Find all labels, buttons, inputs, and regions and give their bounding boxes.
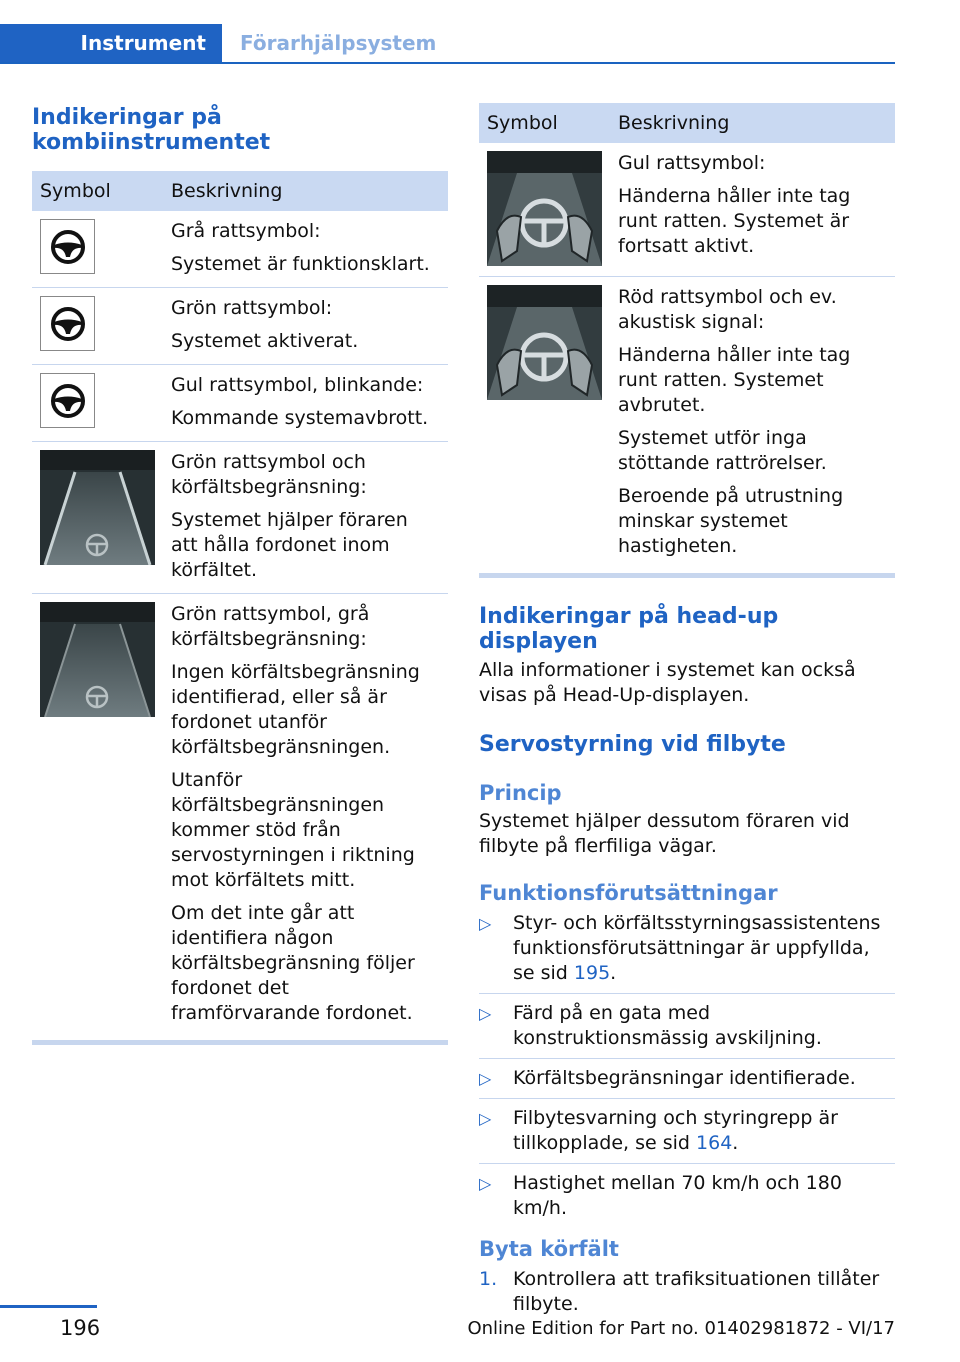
list-item-text: Körfältsbegränsningar identifierade.: [513, 1067, 856, 1089]
list-item: [479, 1001, 895, 1059]
row-label: Grön rattsymbol och körfältsbegränsning:: [171, 451, 367, 498]
column-header-description: Beskrivning: [163, 171, 448, 211]
list-item-text: Hastighet mellan 70 km/h och 180 km/h.: [513, 1172, 842, 1219]
tab-instrument[interactable]: Instrument: [0, 24, 222, 62]
list-item: [479, 1171, 895, 1221]
table-row: [32, 211, 448, 288]
steering-wheel-gray-icon: [40, 219, 95, 274]
list-item-text: Kontrollera att trafiksituationen tillåter filbyte.: [513, 1268, 880, 1315]
lane-green-wheel-image: [40, 450, 155, 565]
subsection-title-funktion: Funktionsförutsättningar: [479, 881, 778, 905]
table-header-row: [479, 103, 895, 143]
section-title-hud: Indikeringar på head-up displayen: [479, 604, 779, 654]
table-end-bar: [32, 1040, 448, 1045]
steering-wheel-yellow-icon: [40, 373, 95, 428]
row-description: Händerna håller inte tag runt ratten. Systemet avbrutet.: [618, 344, 851, 416]
row-description: Beroende på utrustning minskar systemet hastigheten.: [618, 485, 844, 557]
requirements-list: [479, 911, 895, 1221]
row-description: Händerna håller inte tag runt ratten. Systemet är fortsatt aktivt.: [618, 185, 851, 257]
table-end-bar: [479, 573, 895, 578]
row-description: Utanför körfältsbegränsningen kommer stöd från servostyrningen i riktning mot körfältets mitt.: [171, 769, 415, 891]
triangle-bullet-icon: ▷: [479, 1109, 492, 1128]
hud-paragraph: Alla informationer i systemet kan också visas på Head-Up-displayen.: [479, 659, 856, 706]
row-description: Systemet hjälper föraren att hålla fordonet inom körfältet.: [171, 509, 408, 581]
column-header-description: Beskrivning: [610, 103, 895, 143]
list-item: [479, 1267, 895, 1317]
row-label: Gul rattsymbol, blinkande:: [171, 374, 424, 396]
table-row: [32, 288, 448, 365]
header-tab-bar: [0, 24, 895, 64]
list-item-text: Färd på en gata med konstruktionsmässig avskiljning.: [513, 1002, 822, 1049]
page-link-164[interactable]: 164: [696, 1132, 733, 1154]
steps-list: [479, 1267, 895, 1317]
table-row: [32, 442, 448, 594]
left-column: [32, 103, 448, 1045]
column-header-symbol: Symbol: [32, 171, 163, 211]
list-item-text: Filbytesvarning och styringrepp är tillkopplade, se sid: [513, 1107, 838, 1154]
table-header-row: [32, 171, 448, 211]
table-row: [32, 365, 448, 442]
right-column: [479, 103, 895, 1324]
subsection-title-byta: Byta körfält: [479, 1237, 619, 1261]
hands-wheel-red-image: [487, 285, 602, 400]
indicator-table-left: [32, 171, 448, 1036]
list-item: [479, 1066, 895, 1099]
list-item: ▷ Styr- och körfältsstyrningsassistentens funktionsförutsättningar är uppfyllda, se sid 195.: [479, 911, 895, 994]
table-row: [32, 594, 448, 1037]
table-row: [479, 277, 895, 570]
page-number: 196: [60, 1316, 101, 1340]
footer-bar: [0, 1305, 97, 1308]
list-item: ▷ Filbytesvarning och styringrepp är tillkopplade, se sid 164.: [479, 1106, 895, 1164]
row-description: Systemet är funktionsklart.: [171, 253, 430, 275]
triangle-bullet-icon: ▷: [479, 1004, 492, 1023]
princip-paragraph: Systemet hjälper dessutom föraren vid filbyte på flerfiliga vägar.: [479, 810, 850, 857]
hands-wheel-yellow-image: [487, 151, 602, 266]
triangle-bullet-icon: ▷: [479, 1069, 492, 1088]
section-title-servo: Servostyrning vid filbyte: [479, 732, 786, 757]
row-label: Gul rattsymbol:: [618, 152, 766, 174]
subsection-title-princip: Princip: [479, 781, 562, 805]
row-description: Om det inte går att identifiera någon körfältsbegränsning följer fordonet det framförvarande fordonet.: [171, 902, 415, 1024]
row-description: Systemet utför inga stöttande rattrörelser.: [618, 427, 827, 474]
page-link-195[interactable]: 195: [573, 962, 611, 984]
indicator-table-right: [479, 103, 895, 569]
steering-wheel-green-icon: [40, 296, 95, 351]
edition-text: Online Edition for Part no. 01402981872 - VI/17: [467, 1318, 895, 1339]
row-label: Röd rattsymbol och ev. akustisk signal:: [618, 286, 837, 333]
row-label: Grön rattsymbol, grå körfältsbegränsning:: [171, 603, 370, 650]
row-description: Systemet aktiverat.: [171, 330, 359, 352]
row-description: Kommande systemavbrott.: [171, 407, 429, 429]
row-description: Ingen körfältsbegränsning identifierad, eller så är fordonet utanför körfältsbegränsningen.: [171, 661, 420, 758]
column-header-symbol: Symbol: [479, 103, 610, 143]
section-title-kombiinstrument: Indikeringar på kombiinstrumentet: [32, 105, 271, 155]
tab-forarhjalpsystem[interactable]: Förarhjälpsystem: [240, 31, 437, 55]
row-label: Grå rattsymbol:: [171, 220, 321, 242]
triangle-bullet-icon: ▷: [479, 1174, 492, 1193]
triangle-bullet-icon: ▷: [479, 914, 492, 933]
lane-gray-wheel-image: [40, 602, 155, 717]
list-item-text: Styr- och körfältsstyrningsassistentens funktionsförutsättningar är uppfyllda, se sid: [513, 912, 881, 984]
step-number: 1.: [479, 1268, 498, 1290]
table-row: [479, 143, 895, 277]
row-label: Grön rattsymbol:: [171, 297, 333, 319]
